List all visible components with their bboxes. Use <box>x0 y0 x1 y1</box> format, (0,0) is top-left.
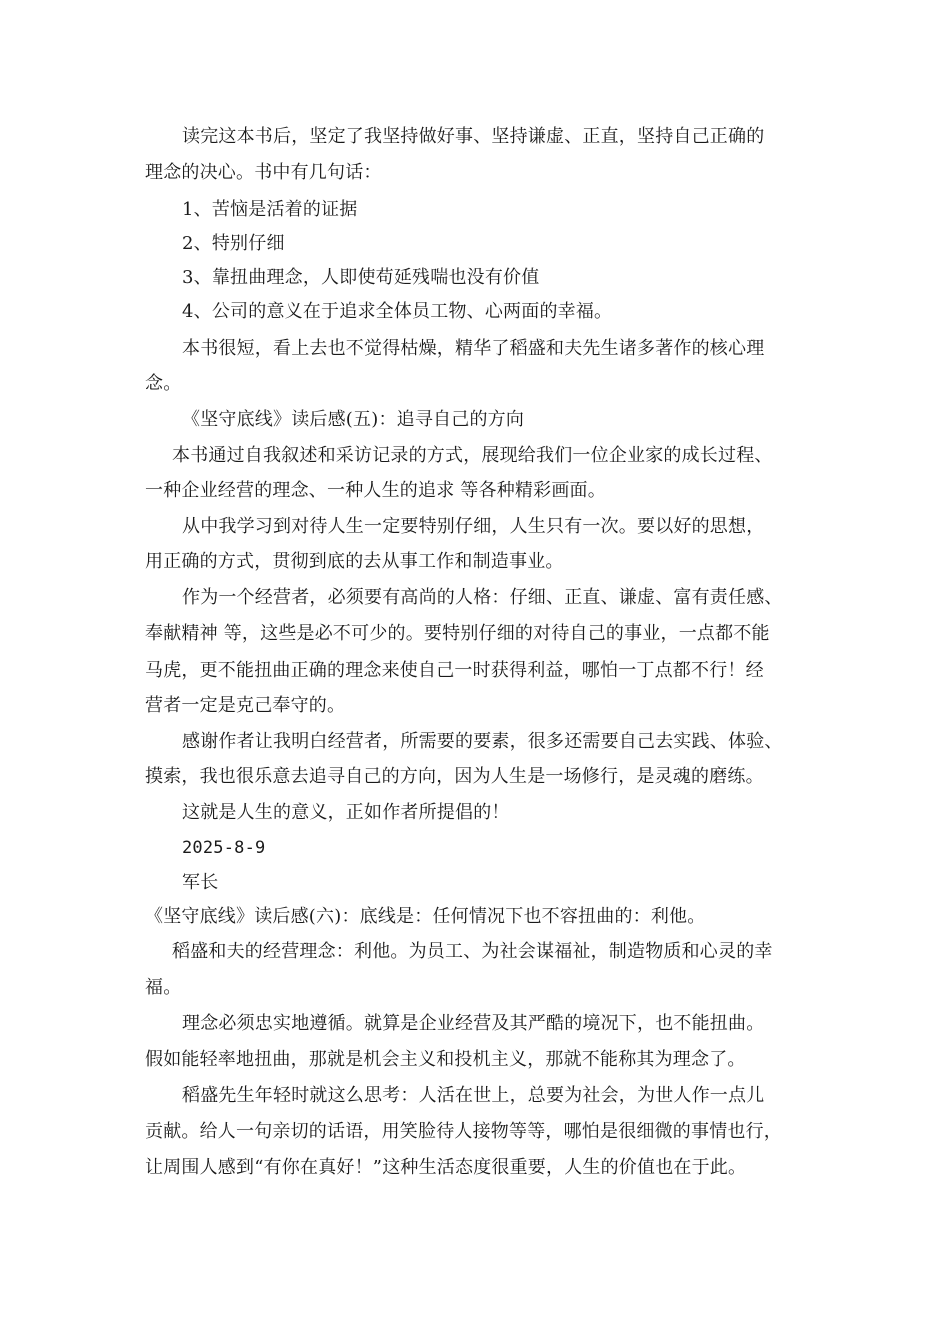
date-line: 2025-8-9 <box>182 838 266 858</box>
paragraph-line: 念。 <box>145 373 182 394</box>
paragraph-line: 用正确的方式，贯彻到底的去从事工作和制造事业。 <box>145 551 564 572</box>
paragraph-line: 马虎，更不能扭曲正确的理念来使自己一时获得利益，哪怕一丁点都不行！经 <box>145 660 764 681</box>
paragraph-line: 感谢作者让我明白经营者，所需要的要素，很多还需要自己去实践、体验、 <box>182 731 783 752</box>
section-heading: 《坚守底线》读后感(五)：追寻自己的方向 <box>182 409 525 430</box>
paragraph-line: 福。 <box>145 977 182 998</box>
paragraph-line: 作为一个经营者，必须要有高尚的人格：仔细、正直、谦虚、富有责任感、 <box>182 587 783 608</box>
paragraph-line: 营者一定是克己奉守的。 <box>145 695 346 716</box>
paragraph-line: 读完这本书后，坚定了我坚持做好事、坚持谦虚、正直，坚持自己正确的 <box>182 126 765 147</box>
paragraph-line: 贡献。给人一句亲切的话语，用笑脸待人接物等等，哪怕是很细微的事情也行， <box>145 1121 782 1142</box>
paragraph-line: 一种企业经营的理念、一种人生的追求 等各种精彩画面。 <box>145 480 606 501</box>
list-item: 1、苦恼是活着的证据 <box>182 199 358 220</box>
paragraph-line: 本书很短，看上去也不觉得枯燥，精华了稻盛和夫先生诸多著作的核心理 <box>182 338 765 359</box>
paragraph-line: 理念必须忠实地遵循。就算是企业经营及其严酷的境况下，也不能扭曲。 <box>182 1013 765 1034</box>
paragraph-line: 摸索，我也很乐意去追寻自己的方向，因为人生是一场修行，是灵魂的磨练。 <box>145 766 764 787</box>
paragraph-line: 从中我学习到对待人生一定要特别仔细，人生只有一次。要以好的思想， <box>182 516 765 537</box>
paragraph-line: 奉献精神 等，这些是必不可少的。要特别仔细的对待自己的事业，一点都不能 <box>145 623 770 644</box>
list-item: 2、特别仔细 <box>182 233 285 254</box>
list-item: 3、靠扭曲理念，人即使苟延残喘也没有价值 <box>182 267 540 288</box>
paragraph-line: 本书通过自我叙述和采访记录的方式，展现给我们一位企业家的成长过程、 <box>172 445 773 466</box>
paragraph-line: 稻盛和夫的经营理念：利他。为员工、为社会谋福祉，制造物质和心灵的幸 <box>172 941 773 962</box>
paragraph-line: 理念的决心。书中有几句话： <box>145 162 382 183</box>
paragraph-line: 让周围人感到“有你在真好！”这种生活态度很重要，人生的价值也在于此。 <box>145 1157 747 1178</box>
paragraph-line: 这就是人生的意义，正如作者所提倡的！ <box>182 802 510 823</box>
paragraph-line: 假如能轻率地扭曲，那就是机会主义和投机主义，那就不能称其为理念了。 <box>145 1049 746 1070</box>
author-line: 军长 <box>182 872 219 893</box>
paragraph-line: 稻盛先生年轻时就这么思考：人活在世上，总要为社会，为世人作一点儿 <box>182 1085 765 1106</box>
section-heading: 《坚守底线》读后感(六)：底线是：任何情况下也不容扭曲的：利他。 <box>145 906 706 927</box>
list-item: 4、公司的意义在于追求全体员工物、心两面的幸福。 <box>182 301 613 322</box>
